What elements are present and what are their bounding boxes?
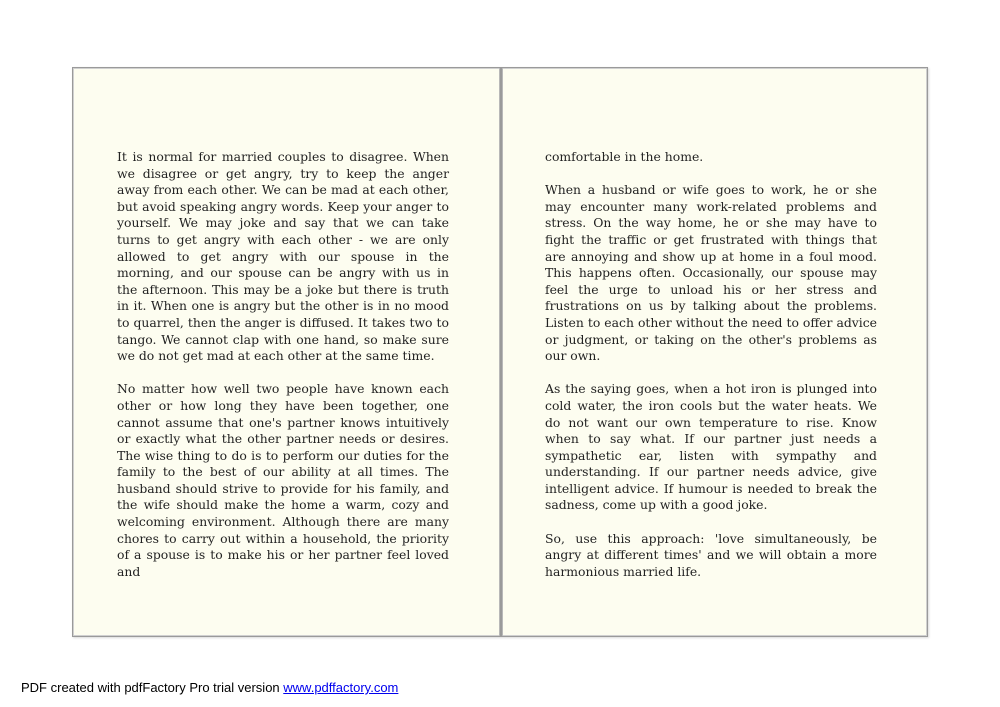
- footer-text: PDF created with pdfFactory Pro trial version: [21, 680, 284, 695]
- right-page: [545, 149, 877, 597]
- right-paragraph-4: So, use this approach: 'love simultaneously, be angry at different times' and we will obtain a more harmonious married life.: [545, 530, 877, 579]
- pdf-footer: [21, 680, 398, 695]
- right-paragraph-1: comfortable in the home.: [545, 149, 704, 164]
- open-book: [72, 67, 928, 637]
- left-page: [117, 149, 449, 597]
- left-paragraph-2: No matter how well two people have known each other or how long they have been together, one cannot assume that one's partner knows intuitively or exactly what the other partner needs or desires. The wise thing to do is to perform our duties for the family to the best of our ability at all times. The husband should strive to provide for his family, and the wife should make the home a warm, cozy and welcoming environment. Although there are many chores to carry out within a household, the priority of a spouse is to make his or her partner feel loved and: [117, 381, 449, 579]
- right-paragraph-2: When a husband or wife goes to work, he or she may encounter many work-related problems and stress. On the way home, he or she may have to fight the traffic or get frustrated with things that are annoying and show up at home in a foul mood. This happens often. Occasionally, our spouse may feel the urge to unload his or her stress and frustrations on us by talking about the problems. Listen to each other without the need to offer advice or judgment, or taking on the other's problems as our own.: [545, 182, 877, 364]
- right-paragraph-3: As the saying goes, when a hot iron is plunged into cold water, the iron cools but the water heats. We do not want our own temperature to rise. Know when to say what. If our partner just needs a sympathetic ear, listen with sympathy and understanding. If our partner needs advice, give intelligent advice. If humour is needed to break the sadness, come up with a good joke.: [545, 381, 877, 513]
- book-spine: [499, 68, 503, 636]
- left-paragraph-1: It is normal for married couples to disagree. When we disagree or get angry, try to keep the anger away from each other. We can be mad at each other, but avoid speaking angry words. Keep your anger to yourself. We may joke and say that we can take turns to get angry with each other - we are only allowed to get angry with our spouse in the morning, and our spouse can be angry with us in the afternoon. This may be a joke but there is truth in it. When one is angry but the other is in no mood to quarrel, then the anger is diffused. It takes two to tango. We cannot clap with one hand, so make sure we do not get mad at each other at the same time.: [117, 149, 449, 364]
- pdffactory-link[interactable]: www.pdffactory.com: [283, 680, 399, 695]
